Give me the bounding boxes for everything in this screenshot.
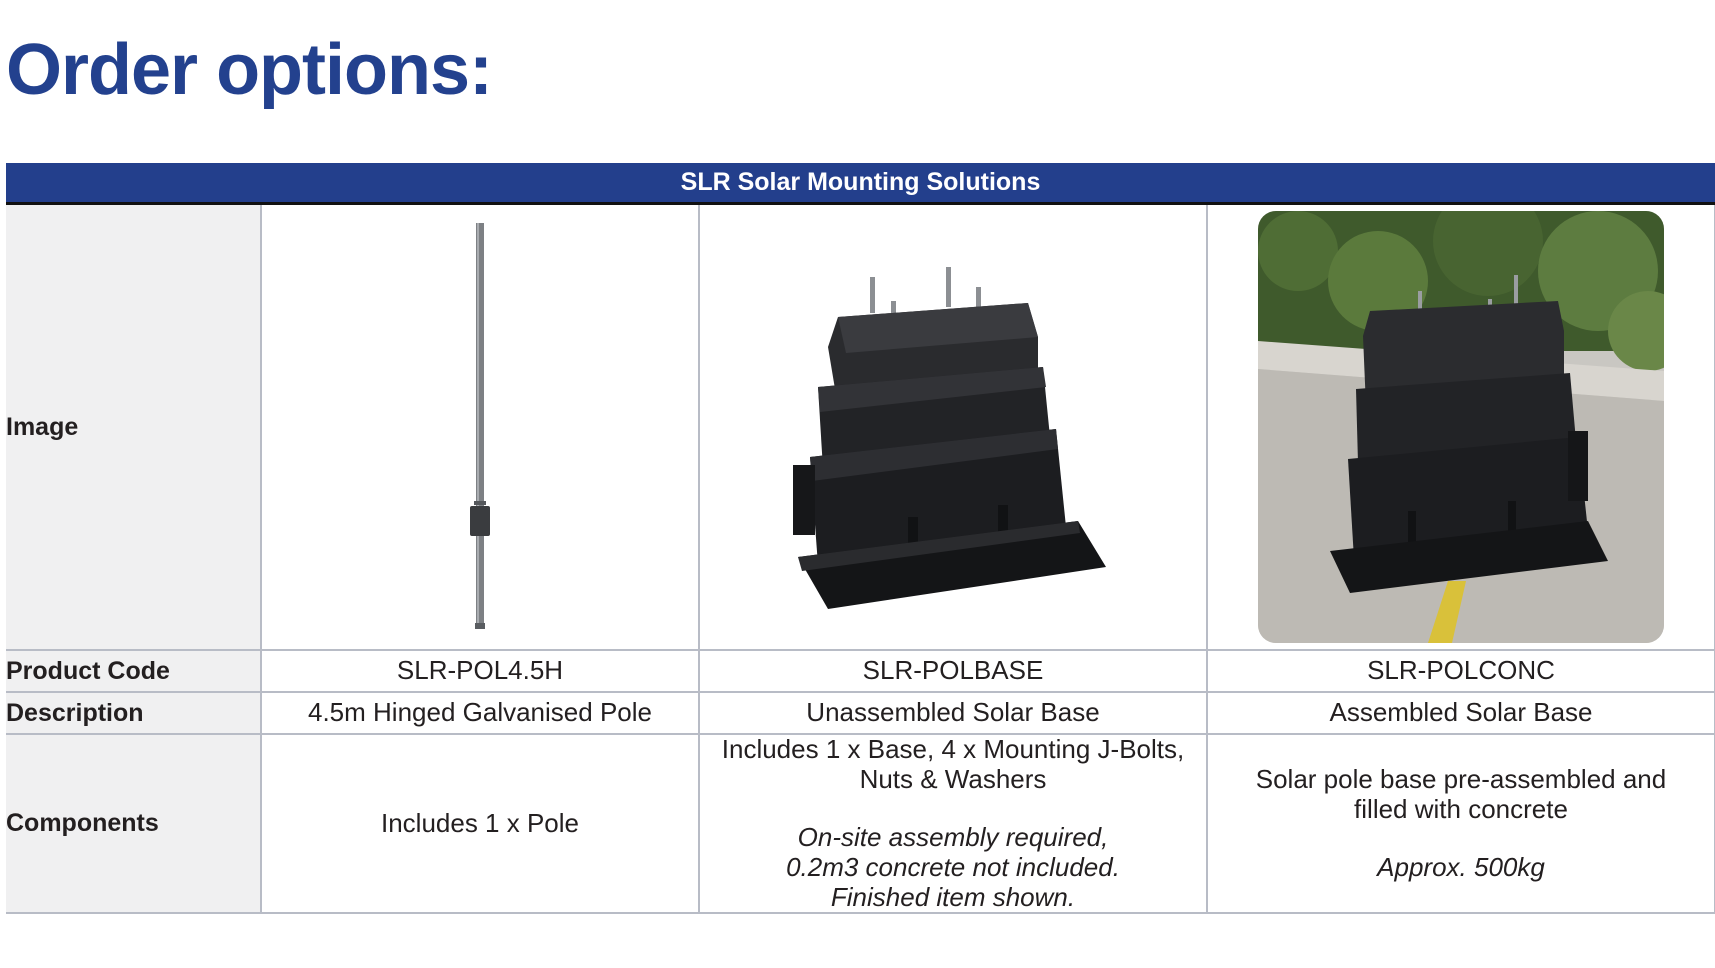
product-components-2 bbox=[699, 734, 1207, 913]
product-code-1: SLR-POL4.5H bbox=[261, 650, 699, 692]
row-label-components: Components bbox=[6, 734, 261, 913]
assembled-base-photo-icon bbox=[1258, 211, 1664, 643]
components-note-2-line-1: On-site assembly required, bbox=[797, 821, 1109, 852]
table-header: SLR Solar Mounting Solutions bbox=[6, 163, 1715, 204]
product-components-3 bbox=[1207, 734, 1715, 913]
table-row-components bbox=[6, 734, 1715, 913]
row-label-image: Image bbox=[6, 204, 261, 651]
product-image-2 bbox=[699, 204, 1207, 651]
hinged-pole-icon bbox=[460, 223, 500, 631]
components-text-2: Includes 1 x Base, 4 x Mounting J-Bolts, Nuts & Washers bbox=[721, 734, 1185, 794]
product-code-3: SLR-POLCONC bbox=[1207, 650, 1715, 692]
product-components-1 bbox=[261, 734, 699, 913]
order-options-table bbox=[6, 163, 1715, 914]
product-description-1: 4.5m Hinged Galvanised Pole bbox=[261, 692, 699, 734]
row-label-description: Description bbox=[6, 692, 261, 734]
components-note-2-line-3: Finished item shown. bbox=[830, 881, 1076, 912]
components-note-3-line-1: Approx. 500kg bbox=[1377, 851, 1545, 882]
page-title: Order options: bbox=[6, 30, 492, 110]
product-code-2: SLR-POLBASE bbox=[699, 650, 1207, 692]
components-text-3: Solar pole base pre-assembled and filled with concrete bbox=[1255, 763, 1667, 824]
row-label-product-code: Product Code bbox=[6, 650, 261, 692]
components-note-2-line-2: 0.2m3 concrete not included. bbox=[786, 851, 1120, 882]
components-text-1: Includes 1 x Pole bbox=[380, 807, 579, 838]
solar-base-icon bbox=[788, 237, 1118, 617]
product-image-3 bbox=[1207, 204, 1715, 651]
product-description-2: Unassembled Solar Base bbox=[699, 692, 1207, 734]
table-row-image bbox=[6, 204, 1715, 651]
table-row-product-code bbox=[6, 650, 1715, 692]
table-header-row bbox=[6, 163, 1715, 204]
product-description-3: Assembled Solar Base bbox=[1207, 692, 1715, 734]
product-image-1 bbox=[261, 204, 699, 651]
table-row-description bbox=[6, 692, 1715, 734]
